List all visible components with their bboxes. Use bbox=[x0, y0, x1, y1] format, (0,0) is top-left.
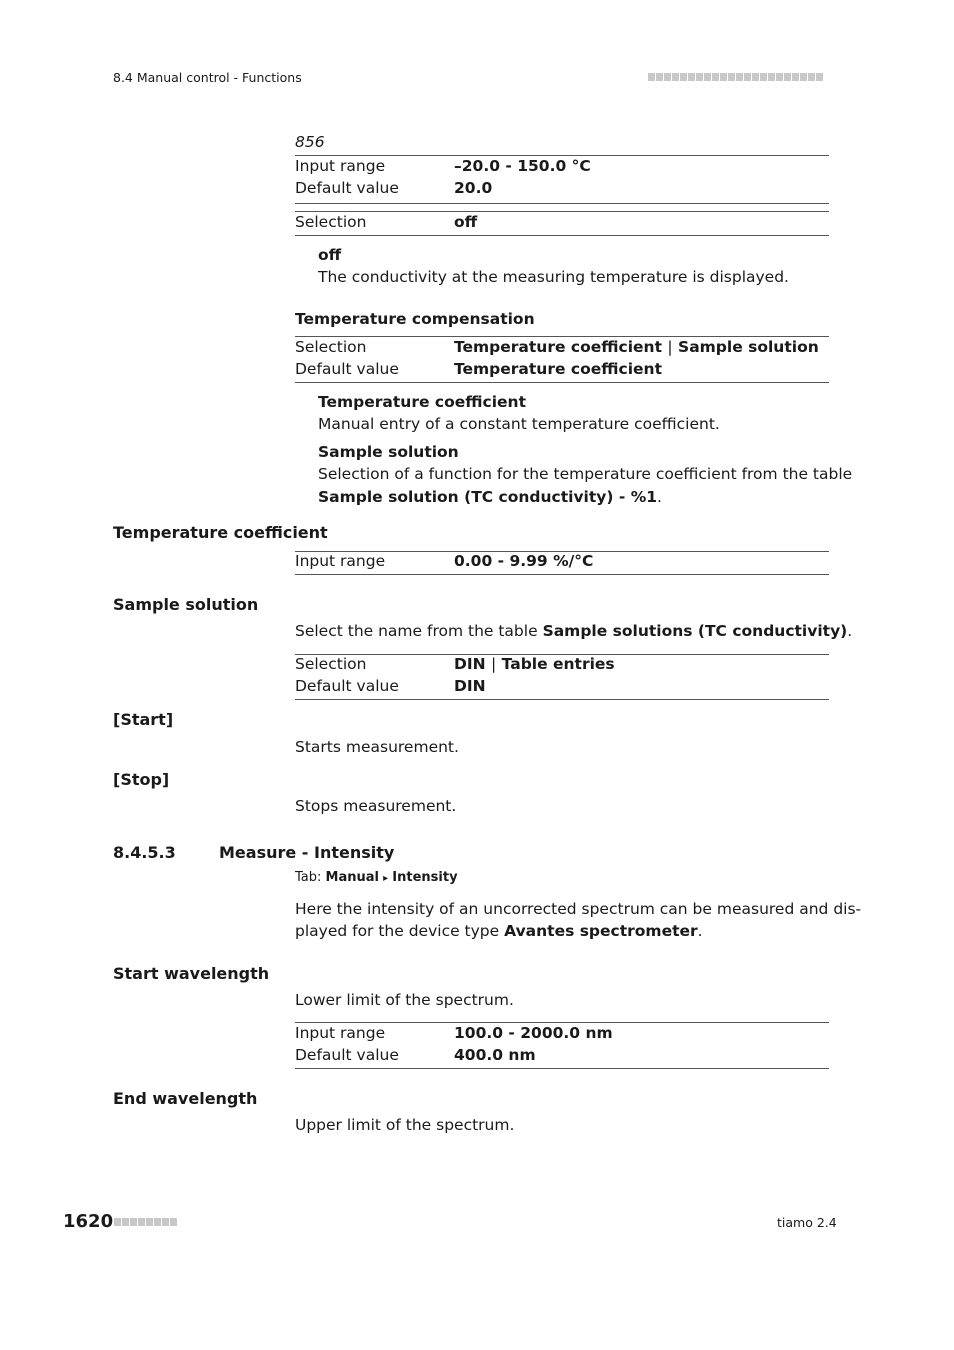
end-wavelength-desc: Upper limit of the spectrum. bbox=[295, 1116, 515, 1134]
option-desc-off: The conductivity at the measuring temperature is displayed. bbox=[318, 268, 789, 286]
param-label: Default value bbox=[295, 179, 399, 197]
section-title: Measure - Intensity bbox=[219, 843, 395, 862]
table-name: Sample solutions (TC conductivity) bbox=[542, 622, 848, 640]
param-label: Default value bbox=[295, 360, 399, 378]
param-row-selection bbox=[295, 213, 829, 235]
param-row-input-range bbox=[295, 552, 829, 574]
punctuation: . bbox=[847, 622, 853, 640]
running-header: 8.4 Manual control - Functions bbox=[113, 70, 302, 85]
separator: | bbox=[491, 655, 497, 673]
start-wavelength-desc: Lower limit of the spectrum. bbox=[295, 991, 514, 1009]
tab-path-item: Intensity bbox=[392, 870, 458, 885]
option-desc-sample-solution-table bbox=[318, 488, 662, 506]
section-intro-line2 bbox=[295, 922, 703, 940]
param-row-default bbox=[295, 360, 829, 382]
option-text: Temperature coefficient bbox=[454, 338, 662, 356]
table-rule bbox=[295, 211, 829, 212]
param-row-default bbox=[295, 179, 829, 201]
tab-path bbox=[295, 870, 458, 885]
param-value: DIN bbox=[454, 677, 486, 695]
table-rule bbox=[295, 382, 829, 383]
punctuation: . bbox=[697, 922, 703, 940]
parameter-heading-stop: [Stop] bbox=[113, 770, 170, 789]
device-type: Avantes spectrometer bbox=[504, 922, 698, 940]
param-value: 0.00 - 9.99 %/°C bbox=[454, 552, 594, 570]
param-row-selection bbox=[295, 655, 829, 677]
page-number: 1620 bbox=[63, 1211, 114, 1232]
param-row-input-range bbox=[295, 1024, 829, 1046]
param-row-default bbox=[295, 677, 829, 699]
table-rule bbox=[295, 699, 829, 700]
punctuation: . bbox=[657, 488, 662, 506]
parameter-heading-temp-coef: Temperature coefficient bbox=[113, 523, 328, 542]
param-value bbox=[454, 655, 615, 673]
header-decoration-dots bbox=[648, 73, 823, 81]
device-label: 856 bbox=[295, 133, 325, 151]
separator: | bbox=[667, 338, 673, 356]
param-value: 400.0 nm bbox=[454, 1046, 536, 1064]
table-rule bbox=[295, 203, 829, 204]
table-rule bbox=[295, 1068, 829, 1069]
parameter-heading-end-wavelength: End wavelength bbox=[113, 1089, 258, 1108]
tab-path-item: Manual bbox=[325, 870, 379, 885]
section-intro-line1: Here the intensity of an uncorrected spectrum can be measured and dis- bbox=[295, 900, 862, 918]
table-name: Sample solution (TC conductivity) - %1 bbox=[318, 488, 658, 506]
stop-desc: Stops measurement. bbox=[295, 797, 457, 815]
param-label: Input range bbox=[295, 157, 386, 175]
param-value bbox=[454, 338, 819, 356]
parameter-heading-sample-solution: Sample solution bbox=[113, 595, 259, 614]
table-rule bbox=[295, 574, 829, 575]
subheading-temp-compensation: Temperature compensation bbox=[295, 310, 535, 328]
start-desc: Starts measurement. bbox=[295, 738, 459, 756]
table-rule bbox=[295, 1022, 829, 1023]
param-value: –20.0 - 150.0 °C bbox=[454, 157, 591, 175]
option-title-temp-coef: Temperature coefficient bbox=[318, 393, 526, 411]
option-desc-sample-solution: Selection of a function for the temperature coefficient from the table bbox=[318, 465, 853, 483]
param-row-default bbox=[295, 1046, 829, 1068]
option-title-off: off bbox=[318, 246, 342, 264]
parameter-heading-start-wavelength: Start wavelength bbox=[113, 964, 270, 983]
param-label: Selection bbox=[295, 338, 367, 356]
table-rule bbox=[295, 235, 829, 236]
table-rule bbox=[295, 155, 829, 156]
option-title-sample-solution: Sample solution bbox=[318, 443, 459, 461]
parameter-heading-start: [Start] bbox=[113, 710, 174, 729]
param-label: Default value bbox=[295, 677, 399, 695]
param-value: 100.0 - 2000.0 nm bbox=[454, 1024, 613, 1042]
section-number: 8.4.5.3 bbox=[113, 843, 176, 862]
product-name: tiamo 2.4 bbox=[777, 1215, 837, 1230]
param-value: off bbox=[454, 213, 478, 231]
param-row-input-range bbox=[295, 157, 829, 179]
param-label: Default value bbox=[295, 1046, 399, 1064]
intro-text: played for the device type bbox=[295, 922, 500, 940]
param-label: Selection bbox=[295, 655, 367, 673]
option-text: DIN bbox=[454, 655, 486, 673]
param-value: 20.0 bbox=[454, 179, 493, 197]
table-rule bbox=[295, 336, 829, 337]
param-label: Selection bbox=[295, 213, 367, 231]
param-value: Temperature coefficient bbox=[454, 360, 662, 378]
desc-text: Select the name from the table bbox=[295, 622, 538, 640]
param-label: Input range bbox=[295, 552, 386, 570]
option-text: Table entries bbox=[501, 655, 615, 673]
param-label: Input range bbox=[295, 1024, 386, 1042]
tab-path-label: Tab: bbox=[295, 870, 322, 885]
option-text: Sample solution bbox=[678, 338, 819, 356]
option-desc-temp-coef: Manual entry of a constant temperature coefficient. bbox=[318, 415, 720, 433]
arrow-right-icon: ▸ bbox=[383, 873, 389, 884]
param-row-selection bbox=[295, 338, 829, 360]
footer-decoration-dots bbox=[114, 1218, 177, 1226]
sample-solution-desc bbox=[295, 622, 852, 640]
